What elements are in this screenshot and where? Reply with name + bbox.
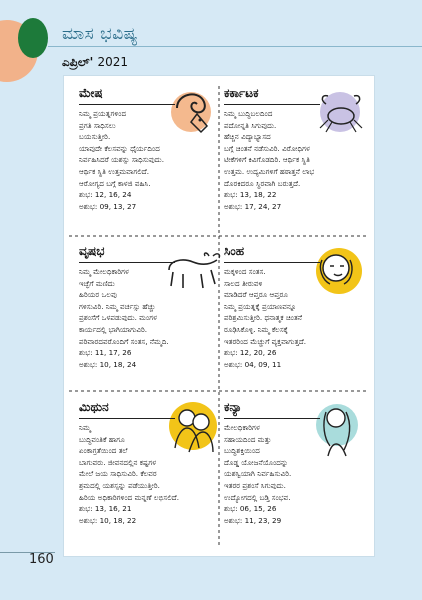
- lucky-dates: ಶುಭ: 12, 20, 26: [224, 348, 277, 358]
- text-line: ಉತ್ತಮ. ಉದ್ಯಮಿಗಳಿಗೆ ಹಠಾತ್ತನೆ ಲಾಭ: [224, 166, 315, 176]
- text-line: ಆರೋಗ್ಯದ ಬಗ್ಗೆ ಕಾಳಜಿ ವಹಿಸಿ.: [79, 178, 151, 188]
- issue-month: ಎಪ್ರಿಲ್: [62, 55, 90, 69]
- sign-rule: [79, 418, 175, 419]
- sign-name-karkataka: ಕರ್ಕಾಟಕ: [224, 86, 259, 100]
- text-line: ಬುದ್ಧಿಶಕ್ತಿಯಿಂದ: [224, 446, 260, 456]
- unlucky-dates: ಅಶುಭ: 09, 13, 27: [79, 201, 137, 211]
- text-line: ನಿಮ್ಮ ಪ್ರಯತ್ನಗಳಿಂದ: [79, 109, 127, 118]
- page-title: ಮಾಸ ಭವಿಷ್ಯ: [62, 24, 139, 44]
- lucky-dates: ಶುಭ: 13, 18, 22: [224, 190, 277, 200]
- text-line: ಕಾರ್ಯದಲ್ಲಿ ಭಾಗಿಯಾಗುವಿರಿ.: [79, 324, 148, 334]
- text-line: ನಿಮ್ಮ ಪ್ರಯತ್ನಕ್ಕೆ ಪ್ರಯಾಣವನ್ನೂ: [224, 301, 297, 311]
- text-line: ಪದೋನ್ನತಿ ಸಿಗುವುದು.: [224, 120, 277, 130]
- text-line: ಟೀಕೆಗಳಿಗೆ ಕಿವಿಗೊಡದಿರಿ. ಆರ್ಥಿಕ ಸ್ಥಿತಿ: [224, 155, 310, 165]
- text-line: ಇತರರ ಪ್ರಶಂಸೆ ಸಿಗುವುದು.: [224, 480, 286, 490]
- text-line: ಆರ್ಥಿಕ ಸ್ಥಿತಿ ಉತ್ತಮವಾಗಲಿದೆ.: [79, 166, 150, 176]
- text-line: ನಿಮ್ಮ: [79, 423, 91, 432]
- text-line: ಮಾಡಿದರೆ ಆಪ್ತರೂ ಆಪ್ತರೂ: [224, 290, 288, 300]
- text-line: ಮೇಲಧಿಕಾರಿಗಳ: [224, 423, 260, 432]
- text-line: ಇತರರಿಂದ ಮೆಚ್ಚುಗೆ ವ್ಯಕ್ತವಾಗುತ್ತದೆ.: [224, 336, 307, 346]
- text-line: ಸಹಾಯದಿಂದ ಮತ್ತು: [224, 434, 272, 444]
- sign-name-mithuna: ಮಿಥುನ: [79, 400, 109, 414]
- sign-rule: [79, 262, 175, 263]
- text-line: ಇಚ್ಛೆಗೆ ಮಣಿದು: [79, 278, 115, 288]
- title-rule: [48, 46, 422, 47]
- text-line: ಏಂಕಾಗ್ರತೆಯಿಂದ ತಲೆ: [79, 446, 128, 456]
- text-line: ದೊರಕಿದರೂ ಸ್ಥಿರವಾಗಿ ಬರುತ್ತದೆ.: [224, 178, 301, 188]
- text-line: ರೂಢಿಸಿಕೊಳ್ಳಿ. ನಿಮ್ಮ ಕೆಲಸಕ್ಕೆ: [224, 324, 288, 334]
- text-line: ಪರಿಶ್ರಮಿಸುತ್ತೀರಿ. ಧನಾತ್ಮಕ ಚಿಂತನೆ: [224, 313, 303, 323]
- lucky-dates: ಶುಭ: 06, 15, 26: [224, 504, 277, 514]
- text-line: ಶ್ರಮದಲ್ಲಿ ಯಶಸ್ಸನ್ನು ಪಡೆಯುತ್ತೀರಿ.: [79, 480, 160, 490]
- text-line: ಹಿರಿಯ ಅಧಿಕಾರಿಗಳಿಂದ ಮನ್ನಣೆ ಲಭಿಸಲಿದೆ.: [79, 492, 179, 502]
- sign-text-vrishabha: [79, 266, 229, 370]
- text-line: ಪ್ರಗತಿ ಸಾಧಿಸಲು: [79, 120, 116, 130]
- text-line: ಬುದ್ಧಿವಂತಿಕೆ ಹಾಗೂ: [79, 434, 125, 444]
- sign-text-mesha: [79, 108, 229, 212]
- sign-rule: [79, 104, 175, 105]
- text-line: ಯಶಸ್ವಿಯಾಗಿ ನಿರ್ವಹಿಸುವಿರಿ.: [224, 469, 292, 479]
- sign-text-karkataka: [224, 108, 374, 212]
- unlucky-dates: ಅಶುಭ: 10, 18, 22: [79, 515, 137, 525]
- sign-rule: [224, 418, 320, 419]
- sign-text-mithuna: [79, 422, 229, 526]
- sign-rule: [224, 104, 320, 105]
- text-line: ಬಯಸುತ್ತೀರಿ.: [79, 132, 111, 142]
- text-line: ಬಾಗುವರು. ಜೀವನದಲ್ಲಿನ ಕಷ್ಟಗಳ: [79, 457, 157, 467]
- sign-name-mesha: ಮೇಷ: [79, 86, 103, 100]
- sign-text-kanya: [224, 422, 374, 526]
- text-line: ಯಾವುದೇ ಕೆಲಸವನ್ನು ಧೈರ್ಯದಿಂದ: [79, 143, 160, 153]
- issue-date: ಎಪ್ರಿಲ್' 2021: [62, 55, 128, 69]
- header-green-leaf: [18, 18, 48, 58]
- lucky-dates: ಶುಭ: 12, 16, 24: [79, 190, 132, 200]
- text-line: ಉದ್ಯೋಗದಲ್ಲಿ ಬಡ್ತಿ ಸಂಭವ.: [224, 492, 291, 502]
- text-line: ಗಳಿಸುವಿರಿ. ನಿಮ್ಮ ವರ್ಚಸ್ಸು ಹೆಚ್ಚು: [79, 301, 156, 311]
- text-line: ಹೆಚ್ಚಿನ ವಿದ್ಯಾಭ್ಯಾಸದ: [224, 132, 271, 142]
- unlucky-dates: ಅಶುಭ: 17, 24, 27: [224, 201, 282, 211]
- text-line: ಬಗ್ಗೆ ಚಿಂತನೆ ನಡೆಸುವಿರಿ. ವಿರೋಧಿಗಳ: [224, 143, 310, 153]
- text-line: ನಿರ್ವಹಿಸಿದರೆ ಯಶಸ್ಸು ಸಾಧಿಸುವುದು.: [79, 155, 164, 165]
- issue-year: 2021: [97, 55, 128, 69]
- lucky-dates: ಶುಭ: 13, 16, 21: [79, 504, 132, 514]
- unlucky-dates: ಅಶುಭ: 10, 18, 24: [79, 359, 137, 369]
- text-line: ಪರಿವಾರದವರೊಂದಿಗೆ ಸಂತಸ, ನೆಮ್ಮದಿ.: [79, 336, 169, 346]
- sign-name-kanya: ಕನ್ಯಾ: [224, 400, 242, 414]
- unlucky-dates: ಅಶುಭ: 04, 09, 11: [224, 359, 282, 369]
- page-number: 160: [29, 552, 54, 567]
- text-line: ಮಕ್ಕಳಿಂದ ಸಂತಸ.: [224, 267, 266, 276]
- text-line: ನಿಮ್ಮ ಮೇಲಧಿಕಾರಿಗಳ: [79, 267, 129, 276]
- text-line: ಹಿರಿಯರ ಒಲವು: [79, 290, 117, 300]
- sign-name-vrishabha: ವೃಷಭ: [79, 244, 105, 258]
- horoscope-card: [64, 76, 374, 556]
- text-line: ನಿಮ್ಮ ಬುದ್ಧಿಬಲದಿಂದ: [224, 109, 273, 118]
- unlucky-dates: ಅಶುಭ: 11, 23, 29: [224, 515, 282, 525]
- text-line: ಮೇಲೆ ಜಯ ಸಾಧಿಸುವಿರಿ. ಕೆಲವರ: [79, 469, 157, 479]
- text-line: ಪ್ರಶಂಸೆಗೆ ಒಳಪಡುವುದು. ಮಂಗಳ: [79, 313, 157, 323]
- text-line: ದೊಡ್ಡ ಯೋಜನೆಯೊಂದನ್ನು: [224, 457, 289, 467]
- sign-name-simha: ಸಿಂಹ: [224, 244, 245, 258]
- text-line: ಸಾಲದ ತೀರುವಳಿ: [224, 278, 263, 288]
- sign-rule: [224, 262, 320, 263]
- sign-text-simha: [224, 266, 374, 370]
- lucky-dates: ಶುಭ: 11, 17, 26: [79, 348, 132, 358]
